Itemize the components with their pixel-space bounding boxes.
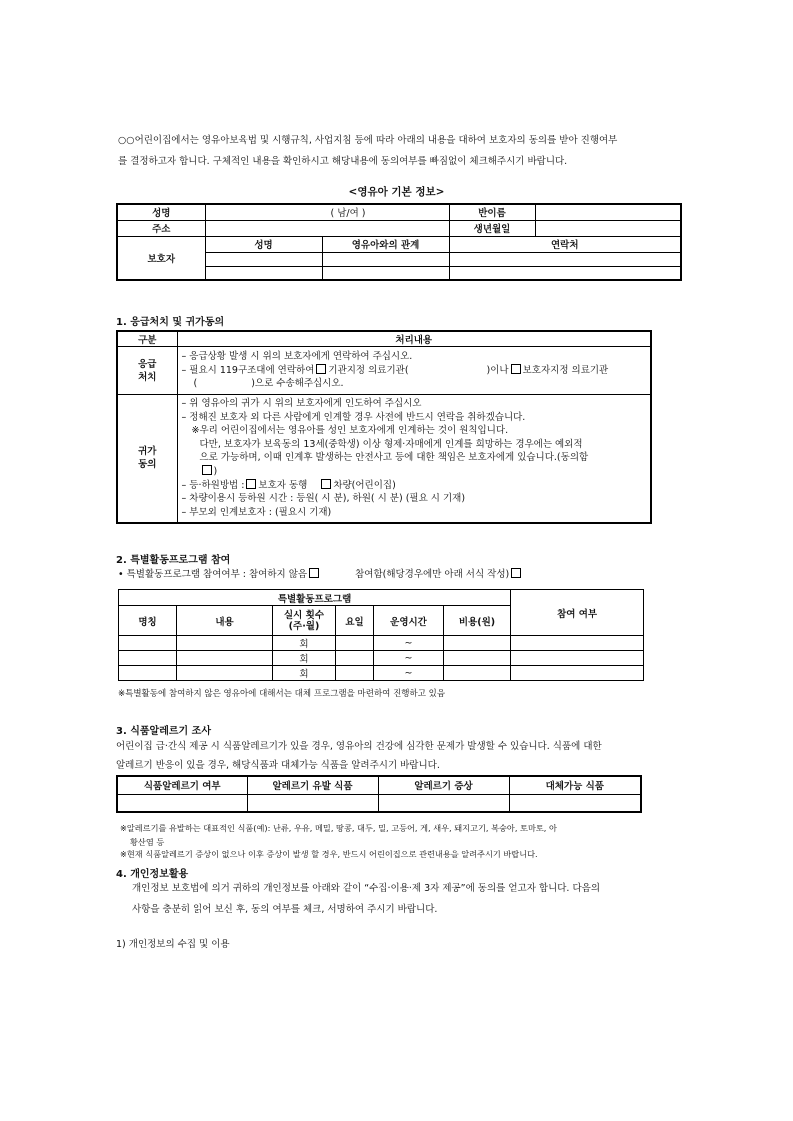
return-line-2: – 정해진 보호자 외 다른 사람에게 인계할 경우 사전에 반드시 연락을 취하겠습니다.: [181, 411, 526, 423]
col-substitute-food: 대체가능 식품: [509, 776, 641, 794]
col-activity-name: 명칭: [119, 606, 177, 636]
activity-name-cell[interactable]: [119, 651, 177, 666]
day-cell[interactable]: [336, 651, 374, 666]
col-allergy-yn: 식품알레르기 여부: [117, 776, 247, 794]
col-frequency-1: 실시 횟수: [283, 609, 324, 621]
time-cell[interactable]: ~: [374, 666, 444, 681]
allergy-table: [116, 775, 642, 813]
sec4-sub1: 1) 개인정보의 수집 및 이용: [116, 939, 230, 950]
class-label: 반이름: [449, 204, 535, 220]
guardian-name-2[interactable]: [205, 266, 322, 280]
guardian-col-name: 성명: [205, 236, 322, 252]
participation-yes: 참여함(해당경우에만 아래 서식 작성): [355, 569, 510, 580]
activity-name-cell[interactable]: [119, 666, 177, 681]
emergency-line-3a: (: [193, 378, 198, 390]
day-cell[interactable]: [336, 636, 374, 651]
return-content: [177, 395, 651, 523]
sec3-title: 3. 식품알레르기 조사: [116, 726, 211, 737]
name-label: 성명: [117, 204, 205, 220]
return-line-7: [182, 479, 647, 493]
col-allergy-food: 알레르기 유발 식품: [247, 776, 378, 794]
checkbox-guardian-hospital[interactable]: [511, 364, 521, 374]
participation-cell[interactable]: [511, 651, 644, 666]
cost-cell[interactable]: [444, 651, 511, 666]
birth-label: 생년월일: [449, 220, 535, 236]
basic-info-title: <영유아 기본 정보>: [348, 186, 445, 198]
sec3-desc-2: 알레르기 반응이 있을 경우, 해당식품과 대체가능 식품을 알려주시기 바랍니다.: [116, 760, 440, 771]
emergency-line-2a: – 필요시 119구조대에 연락하여: [181, 364, 315, 376]
return-line-7c: 차량(어린이집): [333, 479, 396, 491]
emergency-line-3b: )으로 수송해주십시오.: [251, 378, 344, 390]
activity-content-cell[interactable]: [177, 651, 273, 666]
guardian-col-contact: 연락처: [449, 236, 681, 252]
activity-content-cell[interactable]: [177, 666, 273, 681]
sec3-note-2: ※현재 식품알레르기 증상이 없으나 이후 증상이 발생 할 경우, 반드시 어린이집으로 관련내용을 알려주시기 바랍니다.: [120, 849, 538, 859]
return-line-5: 으로 가능하며, 이때 인계후 발생하는 안전사고 등에 대한 책임은 보호자에게 있습니다.(동의함: [199, 452, 589, 464]
substitute-food-cell[interactable]: [509, 794, 641, 812]
emergency-table: [116, 330, 652, 524]
intro-paragraph: [118, 130, 683, 172]
col-day: 요일: [336, 606, 374, 636]
sec2-participation: [118, 566, 523, 580]
emergency-line-2: [182, 364, 647, 378]
time-cell[interactable]: ~: [374, 636, 444, 651]
name-field[interactable]: [205, 204, 449, 220]
class-field[interactable]: [535, 204, 681, 220]
allergy-yn-cell[interactable]: [117, 794, 247, 812]
allergy-symptom-cell[interactable]: [378, 794, 509, 812]
col-frequency-2: (주·월): [288, 620, 320, 632]
guardian-label: 보호자: [117, 236, 205, 280]
col-frequency: [273, 606, 336, 636]
emergency-line-3: [182, 377, 647, 391]
col-activity-content: 내용: [177, 606, 273, 636]
col-cost: 비용(원): [444, 606, 511, 636]
sec1-title: 1. 응급처치 및 귀가동의: [116, 317, 225, 328]
guardian-relation-2[interactable]: [322, 266, 449, 280]
intro-line-1: ○○어린이집에서는 영유아보육법 및 시행규칙, 사업지침 등에 따라 아래의 내용을 대하여 보호자의 동의를 받아 진행여부: [118, 135, 618, 146]
sec3-note-1: [120, 821, 557, 849]
cost-cell[interactable]: [444, 636, 511, 651]
checkbox-not-participate[interactable]: [309, 568, 319, 578]
frequency-cell[interactable]: 회: [273, 651, 336, 666]
checkbox-guardian-accompany[interactable]: [246, 479, 256, 489]
activity-table-title: 특별활동프로그램: [119, 590, 511, 606]
return-line-1: – 위 영유아의 귀가 시 위의 보호자에게 인도하여 주십시오: [181, 398, 422, 410]
special-activity-table: [118, 589, 644, 681]
return-line-6a: ): [213, 466, 218, 478]
col-type: 구분: [117, 331, 177, 347]
return-label-2: 동의: [138, 459, 157, 471]
gender-hint: ( 남/여 ): [330, 208, 366, 220]
table-row: [119, 651, 644, 666]
guardian-name-1[interactable]: [205, 252, 322, 266]
sec3-desc-1: 어린이집 급·간식 제공 시 식품알레르기가 있을 경우, 영유아의 건강에 심각한 문제가 발생할 수 있습니다. 식품에 대한: [116, 741, 602, 752]
emergency-line-2c: )이나: [486, 364, 509, 376]
guardian-contact-1[interactable]: [449, 252, 681, 266]
frequency-cell[interactable]: 회: [273, 666, 336, 681]
birth-field[interactable]: [535, 220, 681, 236]
table-row: [119, 636, 644, 651]
address-label: 주소: [117, 220, 205, 236]
activity-content-cell[interactable]: [177, 636, 273, 651]
allergy-food-cell[interactable]: [247, 794, 378, 812]
return-line-7a: – 등·하원방법 :: [181, 479, 245, 491]
address-field[interactable]: [205, 220, 449, 236]
sec4-desc-2: 사항을 충분히 읽어 보신 후, 동의 여부를 체크, 서명하여 주시기 바랍니다.: [132, 904, 438, 915]
col-time: 운영시간: [374, 606, 444, 636]
sec4-desc: [132, 878, 688, 920]
time-cell[interactable]: ~: [374, 651, 444, 666]
emergency-line-2b: 기관지정 의료기관(: [328, 364, 409, 376]
checkbox-participate[interactable]: [511, 568, 521, 578]
participation-col: 참여 여부: [511, 590, 644, 636]
checkbox-sibling-consent[interactable]: [202, 465, 212, 475]
col-allergy-symptom: 알레르기 증상: [378, 776, 509, 794]
checkbox-designated-hospital[interactable]: [316, 364, 326, 374]
sec3-note-1a: ※알레르기를 유발하는 대표적인 식품(예): 난류, 우유, 메밀, 땅콩, 대두, 밀, 고등어, 게, 새우, 돼지고기, 복숭아, 토마토, 아: [120, 823, 557, 833]
cost-cell[interactable]: [444, 666, 511, 681]
activity-name-cell[interactable]: [119, 636, 177, 651]
sec3-note-1b: 황산염 등: [130, 837, 165, 847]
basic-info-table: [116, 203, 682, 281]
emergency-label-2: 처치: [138, 371, 157, 383]
return-label-1: 귀가: [138, 446, 157, 458]
return-line-8: – 차량이용시 등하원 시간 : 등원( 시 분), 하원( 시 분) (필요 시 기재): [181, 493, 466, 505]
return-line-9: – 부모외 인계보호자 : (필요시 기재): [181, 506, 332, 518]
return-line-4: 다만, 보호자가 보육동의 13세(중학생) 이상 형제·자매에게 인계를 희망하는 경우에는 예외적: [199, 438, 583, 450]
guardian-contact-2[interactable]: [449, 266, 681, 280]
intro-line-2: 를 결정하고자 합니다. 구체적인 내용을 확인하시고 해당내용에 동의여부를 빠짐없이 체크해주시기 바랍니다.: [118, 156, 568, 167]
sec4-title: 4. 개인정보활용: [116, 869, 189, 880]
return-line-7b: 보호자 동행: [258, 479, 308, 491]
return-line-6: [182, 465, 647, 479]
return-label: [117, 395, 177, 523]
day-cell[interactable]: [336, 666, 374, 681]
sec2-note: ※특별활동에 참여하지 않은 영유아에 대해서는 대체 프로그램을 마련하여 진행하고 있음: [118, 689, 446, 699]
emergency-label-1: 응급: [138, 358, 157, 370]
return-line-3: ※우리 어린이집에서는 영유아를 성인 보호자에게 인계하는 것이 원칙입니다.: [191, 425, 509, 437]
guardian-relation-1[interactable]: [322, 252, 449, 266]
emergency-label: [117, 347, 177, 395]
table-row: [119, 666, 644, 681]
participation-cell[interactable]: [511, 666, 644, 681]
guardian-col-relation: 영유아와의 관계: [322, 236, 449, 252]
emergency-line-1: – 응급상황 발생 시 위의 보호자에게 연락하여 주십시오.: [181, 351, 413, 363]
sec3-desc: [116, 737, 686, 775]
col-content: 처리내용: [177, 331, 651, 347]
sec4-desc-1: 개인정보 보호법에 의거 귀하의 개인정보를 아래와 같이 “수집·이용·제 3자 제공”에 동의를 얻고자 합니다. 다음의: [132, 883, 600, 894]
emergency-line-2d: 보호자지정 의료기관: [522, 364, 609, 376]
frequency-cell[interactable]: 회: [273, 636, 336, 651]
checkbox-vehicle[interactable]: [321, 479, 331, 489]
sec2-title: 2. 특별활동프로그램 참여: [116, 555, 231, 566]
participation-cell[interactable]: [511, 636, 644, 651]
participation-prefix: • 특별활동프로그램 참여여부 : 참여하지 않음: [118, 569, 308, 580]
emergency-content: [177, 347, 651, 395]
